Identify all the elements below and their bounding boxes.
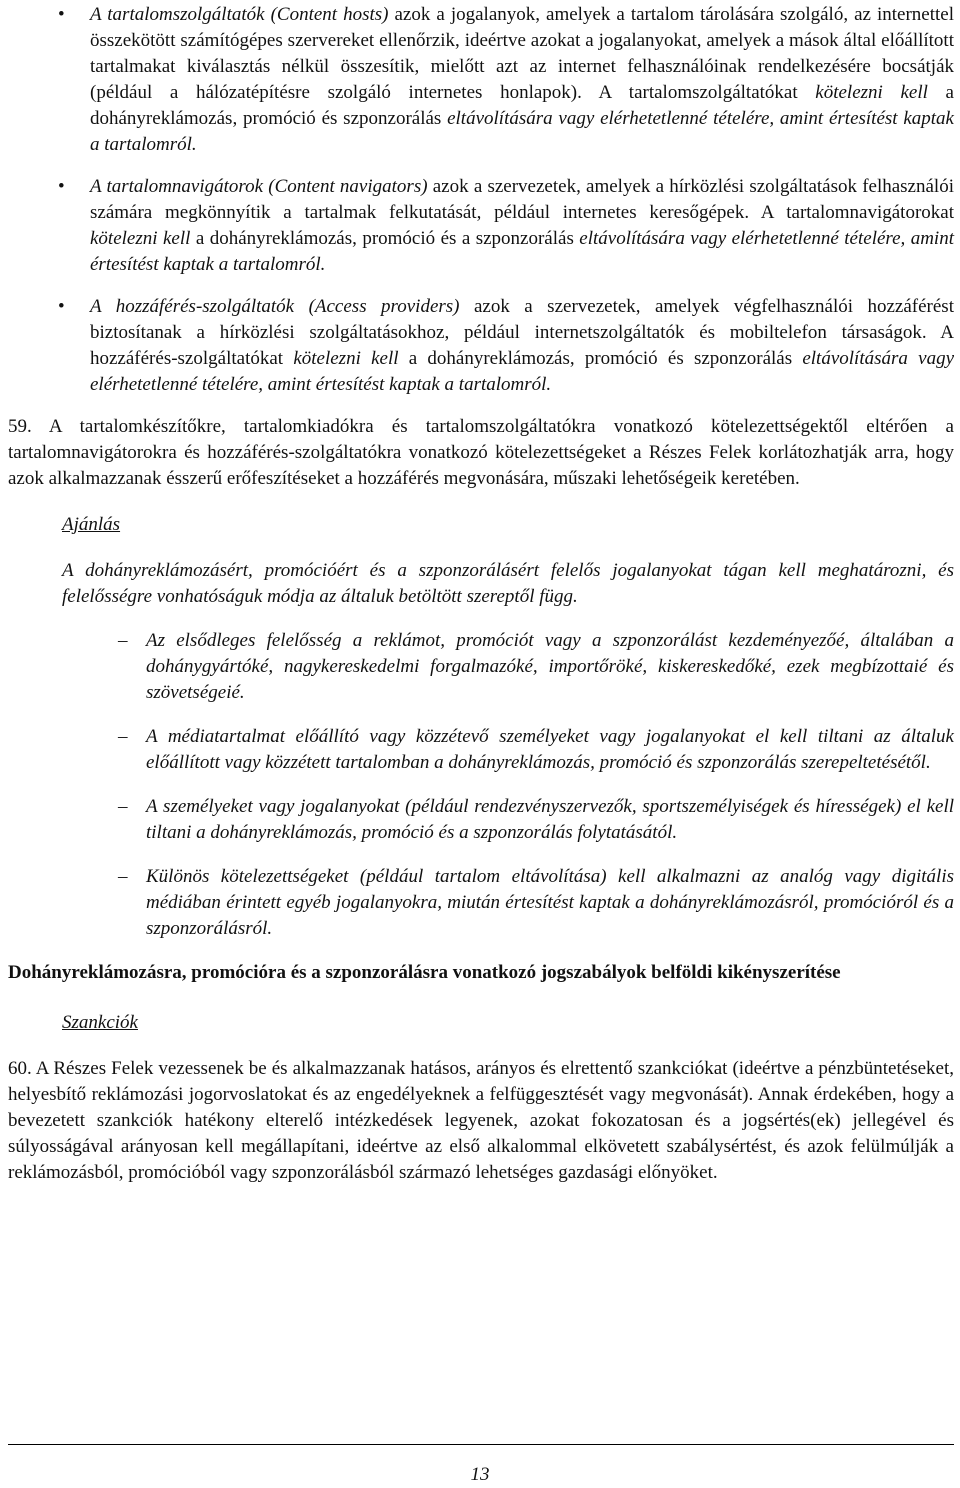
dash-icon: – bbox=[118, 726, 128, 747]
section-title: Dohányreklámozásra, promócióra és a szponzorálásra vonatkozó jogszabályok belföldi kikényszerítése bbox=[8, 962, 841, 983]
recommendation-list bbox=[8, 628, 954, 942]
emphasis: eltávolítására vagy elérhetetlenné tételére, amint értesítést kaptak a tartalomról. bbox=[90, 228, 954, 275]
emphasis: kötelezni kell bbox=[293, 348, 399, 369]
list-item-text: Az elsődleges felelősség a reklámot, promóciót vagy a szponzorálást kezdeményezőé, általában a dohánygyártóké, nagykereskedelmi forgalmazóké, importőröké, kiskereskedőké, ezek megbízottaié és szövetségeié. bbox=[146, 630, 954, 703]
list-item bbox=[8, 294, 954, 398]
term: A tartalomszolgáltatók (Content hosts) bbox=[90, 4, 389, 25]
list-item-text: Különös kötelezettségeket (például tartalom eltávolítása) kell alkalmazni az analóg vagy digitális médiában érintett egyéb jogalanyokra, miután értesítést kaptak a dohányreklámozásról, promócióról és a szponzorálásról. bbox=[146, 866, 954, 939]
footer-divider bbox=[8, 1444, 954, 1445]
body-text: a dohányreklámozás, promóció és szponzorálás bbox=[90, 82, 954, 129]
paragraph-60 bbox=[8, 1056, 954, 1186]
paragraph-59 bbox=[8, 414, 954, 492]
page-number: 13 bbox=[470, 1464, 490, 1485]
term: A hozzáférés-szolgáltatók (Access providers) bbox=[90, 296, 460, 317]
list-item bbox=[8, 864, 954, 942]
list-item bbox=[8, 724, 954, 776]
list-item-text: A médiatartalmat előállító vagy közzétevő személyeket vagy jogalanyokat el kell tiltani az általuk előállított vagy közzétett tartalomban a dohányreklámozás, promóció és szponzorálás szerepeltetésétől. bbox=[146, 726, 954, 773]
dash-icon: – bbox=[118, 796, 128, 817]
emphasis: eltávolítására vagy elérhetetlenné tételére, amint értesítést kaptak a tartalomról. bbox=[90, 348, 954, 395]
term: A tartalomnavigátorok (Content navigators) bbox=[90, 176, 428, 197]
bullet-icon: • bbox=[58, 4, 65, 25]
body-text: azok a szervezetek, amelyek végfelhasználói hozzáférést biztosítanak a hírközlési szolgáltatásokhoz, például internetszolgáltatók és mobiltelefon társaságok. A hozzáférés-szolgáltatókat bbox=[90, 296, 954, 369]
recommendation-text: A dohányreklámozásért, promócióért és a szponzorálásért felelős jogalanyokat tágan kell meghatározni, és felelősségre vonhatóságuk módja az általuk betöltött szereptől függ. bbox=[62, 560, 954, 607]
dash-icon: – bbox=[118, 630, 128, 651]
document-body bbox=[8, 0, 954, 1206]
recommendation-heading: Ajánlás bbox=[62, 514, 121, 535]
list-item bbox=[8, 794, 954, 846]
paragraph-number: 60. bbox=[8, 1058, 32, 1079]
paragraph-text: A Részes Felek vezessenek be és alkalmazzanak hatásos, arányos és elrettentő szankciókat (ideértve a pénzbüntetéseket, helyesbítő reklámozási jogorvoslatokat és az engedélyeknek a felfüggesztését vagy megvonását). Annak érdekében, hogy a bevezetett szankciók hatékony elterelő intézkedések legyenek, azokat fokozatosan és a jogsértés(ek) jellegével és súlyosságával arányosan kell megállapítani, ideértve az első alkalommal elkövetett szabálysértést, és azok felülmúlják a reklámozásból, promócióból vagy szponzorálásból származó lehetséges gazdasági előnyöket. bbox=[8, 1058, 954, 1183]
bullet-list bbox=[8, 2, 954, 398]
body-text: a dohányreklámozás, promóció és a szponzorálás bbox=[190, 228, 580, 249]
list-item bbox=[8, 628, 954, 706]
paragraph-text: A tartalomkészítőkre, tartalomkiadókra és tartalomszolgáltatókra vonatkozó kötelezettségektől eltérően a tartalomnavigátorokra és hozzáférés-szolgáltatókra vonatkozó kötelezettségeket a Részes Felek korlátozhatják arra, hogy azok alkalmazzanak ésszerű erőfeszítéseket a hozzáférés megvonására, műszaki lehetőségeik keretében. bbox=[8, 416, 954, 489]
paragraph-number: 59. bbox=[8, 416, 32, 437]
body-text: azok a jogalanyok, amelyek a tartalom tárolására szolgáló, az internettel összekötött számítógépes szervereket ellenőrzik, ideértve azokat a jogalanyokat, amelyek a mások által előállított tartalmakat kiválasztás nélkül összesítik, mielőtt azt az internet felhasználóinak rendelkezésére bocsátják (például a hálózatépítésre szolgáló internetes honlapok). A tartalomszolgáltatókat bbox=[90, 4, 954, 103]
list-item bbox=[8, 174, 954, 278]
emphasis: kötelezni kell bbox=[815, 82, 928, 103]
sanctions-heading: Szankciók bbox=[62, 1012, 138, 1033]
emphasis: eltávolítására vagy elérhetetlenné tételére, amint értesítést kaptak a tartalomról. bbox=[90, 108, 954, 155]
body-text: azok a szervezetek, amelyek a hírközlési szolgáltatások felhasználói számára megkönnyítik a tartalmak felkutatását, például internetes keresőgépek. A tartalomnavigátorokat bbox=[90, 176, 954, 223]
bullet-icon: • bbox=[58, 296, 65, 317]
list-item bbox=[8, 2, 954, 158]
emphasis: kötelezni kell bbox=[90, 228, 191, 249]
bullet-icon: • bbox=[58, 176, 65, 197]
dash-icon: – bbox=[118, 866, 128, 887]
body-text: a dohányreklámozás, promóció és szponzorálás bbox=[398, 348, 803, 369]
list-item-text: A személyeket vagy jogalanyokat (például rendezvényszervezők, sportszemélyiségek és hírességek) el kell tiltani a dohányreklámozás, promóció és a szponzorálás folytatásától. bbox=[146, 796, 954, 843]
